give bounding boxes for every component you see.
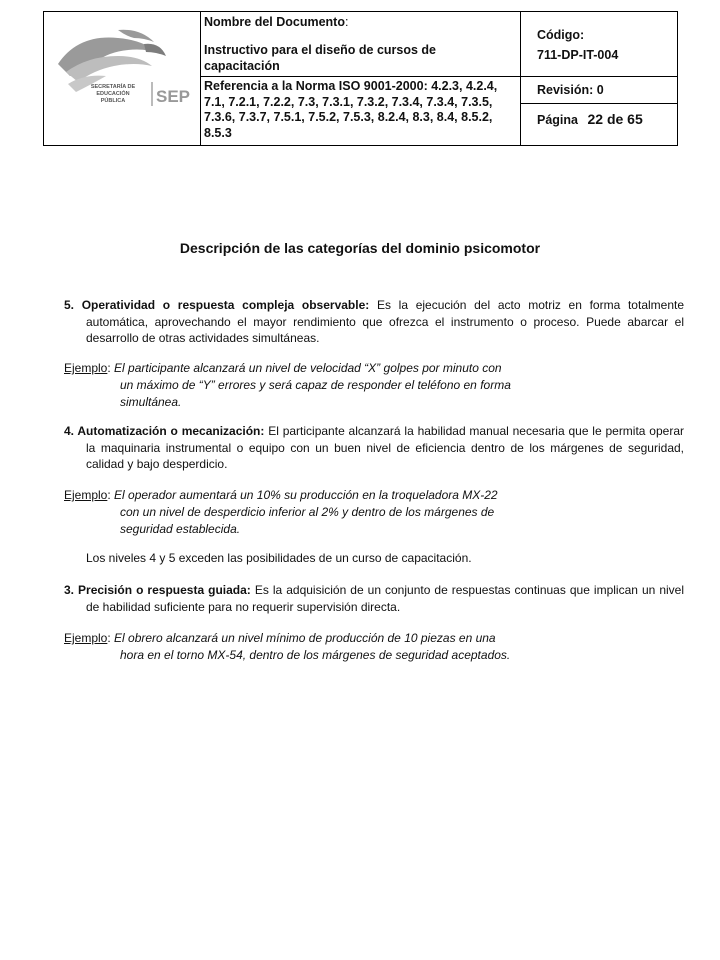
iso-reference: Referencia a la Norma ISO 9001-2000: 4.2.3, 4.2.4, 7.1, 7.2.1, 7.2.2, 7.3, 7.3.1, 7.3.2, 7.3.4, 7.3.4, 7.3.5, 7.3.6, 7.3.7, 7.5.1, 7.5.2, 7.5.3, 8.2.4, 8.3, 8.4, 8.5.2, 8.5.3 (204, 79, 498, 140)
header-divider (201, 76, 520, 77)
page-title: Descripción de las categorías del dominio psicomotor (179, 240, 541, 256)
page-number (537, 112, 643, 129)
section-4-text: El participante alcanzará la habilidad manual necesaria que le permita operar la maquinaria instrumental o equipo con un buen nivel de eficiencia dentro de los márgenes de seguridad, calidad y bajo desperdicio. (86, 424, 684, 471)
example-label: Ejemplo (64, 488, 108, 502)
note: Los niveles 4 y 5 exceden las posibilidades de un curso de capacitación. (86, 551, 472, 565)
section-3-heading: 3. Precisión o respuesta guiada: (64, 583, 251, 597)
example-line: un máximo de “Y” errores y será capaz de responder el teléfono en forma (120, 378, 511, 392)
example-line: seguridad establecida. (120, 522, 241, 536)
section-4-example: Ejemplo: El operador aumentará un 10% su producción en la troqueladora MX-22 con un nivel de desperdicio inferior al 2% y dentro de los márgenes de seguridad establecida. (64, 487, 664, 538)
revision-divider (521, 103, 677, 104)
section-5-heading: 5. Operatividad o respuesta compleja observable: (64, 298, 370, 312)
code-value: 711-DP-IT-004 (537, 48, 619, 62)
page-label: Página (537, 113, 578, 127)
section-3-text: Es la adquisición de un conjunto de respuestas continuas que implican un nivel de habilidad suficiente para no requerir supervisión directa. (86, 583, 684, 614)
example-label: Ejemplo (64, 631, 108, 645)
section-4-heading: 4. Automatización o mecanización: (64, 424, 265, 438)
svg-text:PÚBLICA: PÚBLICA (100, 98, 126, 104)
example-line: El participante alcanzará un nivel de velocidad “X” golpes por minuto con (114, 361, 502, 375)
doc-name-label-line (204, 15, 348, 31)
section-5-example: Ejemplo: El participante alcanzará un nivel de velocidad “X” golpes por minuto con un máximo de “Y” errores y será capaz de responder el teléfono en forma simultánea. (64, 360, 664, 411)
example-line: El operador aumentará un 10% su producción en la troqueladora MX-22 (114, 488, 498, 502)
page-value: 22 de 65 (587, 111, 643, 127)
logo-cell (44, 12, 201, 145)
sep-logo (48, 26, 198, 126)
example-line: simultánea. (120, 395, 182, 409)
example-label: Ejemplo (64, 361, 108, 375)
section-3-example: Ejemplo: El obrero alcanzará un nivel mínimo de producción de 10 piezas en una hora en el torno MX-54, dentro de los márgenes de seguridad aceptados. (64, 630, 664, 664)
doc-name: Instructivo para el diseño de cursos de capacitación (204, 43, 437, 73)
doc-name-colon: : (345, 15, 349, 29)
example-line: El obrero alcanzará un nivel mínimo de producción de 10 piezas en una (114, 631, 496, 645)
example-line: con un nivel de desperdicio inferior al 2% y dentro de los márgenes de (120, 505, 495, 519)
revision: Revisión: 0 (537, 83, 604, 97)
code-label: Código: (537, 28, 585, 42)
document-header (43, 11, 678, 146)
svg-text:SEP: SEP (156, 87, 191, 106)
code-divider (521, 76, 677, 77)
doc-name-label: Nombre del Documento (204, 15, 345, 29)
section-4 (64, 423, 684, 473)
example-line: hora en el torno MX-54, dentro de los márgenes de seguridad aceptados. (120, 648, 511, 662)
svg-text:SECRETARÍA DE: SECRETARÍA DE (90, 84, 136, 90)
svg-text:EDUCACIÓN: EDUCACIÓN (96, 91, 130, 97)
code-cell (521, 12, 677, 145)
section-5 (64, 297, 684, 347)
section-3 (64, 582, 684, 615)
document-info-cell (201, 12, 521, 145)
section-5-text: Es la ejecución del acto motriz en forma totalmente automática, aprovechando el mayor rendimiento que ofrezca el instrumento o proceso. Puede abarcar el desarrollo de otras actividades simultáneas. (86, 298, 685, 345)
